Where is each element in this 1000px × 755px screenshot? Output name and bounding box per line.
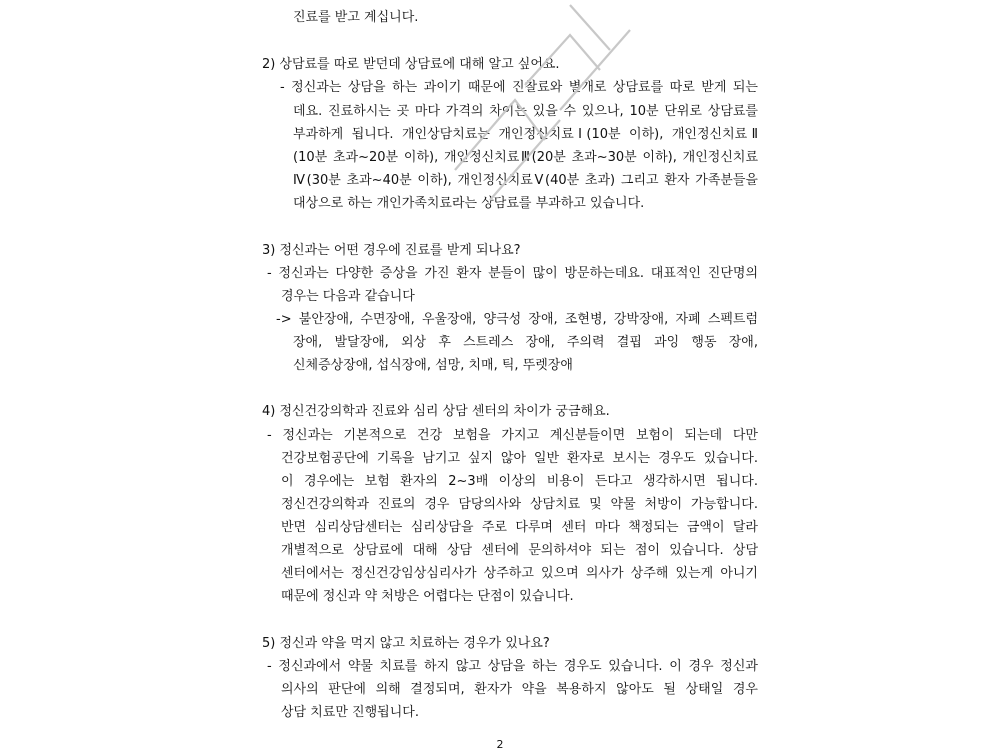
q2-line: 대상으로 하는 개인가족치료라는 상담료를 부과하고 있습니다. — [293, 196, 645, 211]
q3-line: 경우는 다음과 같습니다 — [281, 289, 415, 304]
page-number: 2 — [496, 738, 504, 751]
q2-line: Ⅳ(30분 초과~40분 이하), 개인정신치료Ⅴ(40분 초과) 그리고 환자 가족분들을 — [293, 173, 758, 188]
q4-line: 반면 심리상담센터는 심리상담을 주로 다루며 센터 마다 책정되는 금액이 달라 — [281, 520, 758, 535]
q3-line: 신체증상장애, 섭식장애, 섬망, 치매, 틱, 뚜렛장애 — [293, 358, 573, 373]
q4-line: 정신건강의학과 진료의 경우 담당의사와 상담치료 및 약물 처방이 가능합니다. — [281, 497, 758, 512]
q5-line: 상담 치료만 진행됩니다. — [281, 705, 419, 720]
watermark-logo — [395, 0, 655, 250]
q3-line: -> 불안장애, 수면장애, 우울장애, 양극성 장애, 조현병, 강박장애, 자폐 스펙트럼 — [276, 312, 758, 327]
q5-line: - 정신과에서 약물 치료를 하지 않고 상담을 하는 경우도 있습니다. 이 경우 정신과 — [267, 659, 758, 674]
q4-line: 센터에서는 정신건강임상심리사가 상주하고 있으며 의사가 상주해 있는게 아니기 — [281, 566, 758, 581]
q4-line: 개별적으로 상담료에 대해 상담 센터에 문의하셔야 되는 점이 있습니다. 상담 — [281, 543, 758, 558]
q5-line: 의사의 판단에 의해 결정되며, 환자가 약을 복용하지 않아도 될 상태일 경우 — [281, 682, 758, 697]
q2-line: 데요. 진료하시는 곳 마다 가격의 차이는 있을 수 있으나, 10분 단위로 상담료를 — [293, 104, 758, 119]
q2-line: (10분 초과~20분 이하), 개인정신치료Ⅲ(20분 초과~30분 이하), 개인정신치료 — [293, 150, 758, 165]
q4-line: 때문에 정신과 약 처방은 어렵다는 단점이 있습니다. — [281, 589, 574, 604]
watermark-stroke — [570, 5, 610, 50]
watermark-stroke — [560, 30, 630, 110]
q3-line: - 정신과는 다양한 증상을 가진 환자 분들이 많이 방문하는데요. 대표적인 진단명의 — [267, 266, 758, 281]
q4-line: - 정신과는 기본적으로 건강 보험을 가지고 계신분들이면 보험이 되는데 다만 — [267, 428, 758, 443]
question-5-title: 5) 정신과 약을 먹지 않고 치료하는 경우가 있나요? — [262, 636, 550, 651]
question-4-title: 4) 정신건강의학과 진료와 심리 상담 센터의 차이가 궁금해요. — [262, 404, 610, 419]
q2-line: 부과하게 됩니다. 개인상담치료는 개인정신치료Ⅰ(10분 이하), 개인정신치료Ⅱ — [293, 127, 758, 142]
q2-line: - 정신과는 상담을 하는 과이기 때문에 진찰료와 별개로 상담료를 따로 받게 되는 — [280, 80, 758, 95]
question-3-title: 3) 정신과는 어떤 경우에 진료를 받게 되나요? — [262, 243, 521, 258]
question-2-title: 2) 상담료를 따로 받던데 상담료에 대해 알고 싶어요. — [262, 57, 560, 72]
q4-line: 이 경우에는 보험 환자의 2~3배 이상의 비용이 든다고 생각하시면 됩니다. — [281, 474, 758, 489]
q4-line: 건강보험공단에 기록을 남기고 싶지 않아 일반 환자로 보시는 경우도 있습니다. — [281, 451, 758, 466]
continued-text: 진료를 받고 계십니다. — [293, 10, 419, 25]
q3-line: 장애, 발달장애, 외상 후 스트레스 장애, 주의력 결핍 과잉 행동 장애, — [293, 335, 758, 350]
